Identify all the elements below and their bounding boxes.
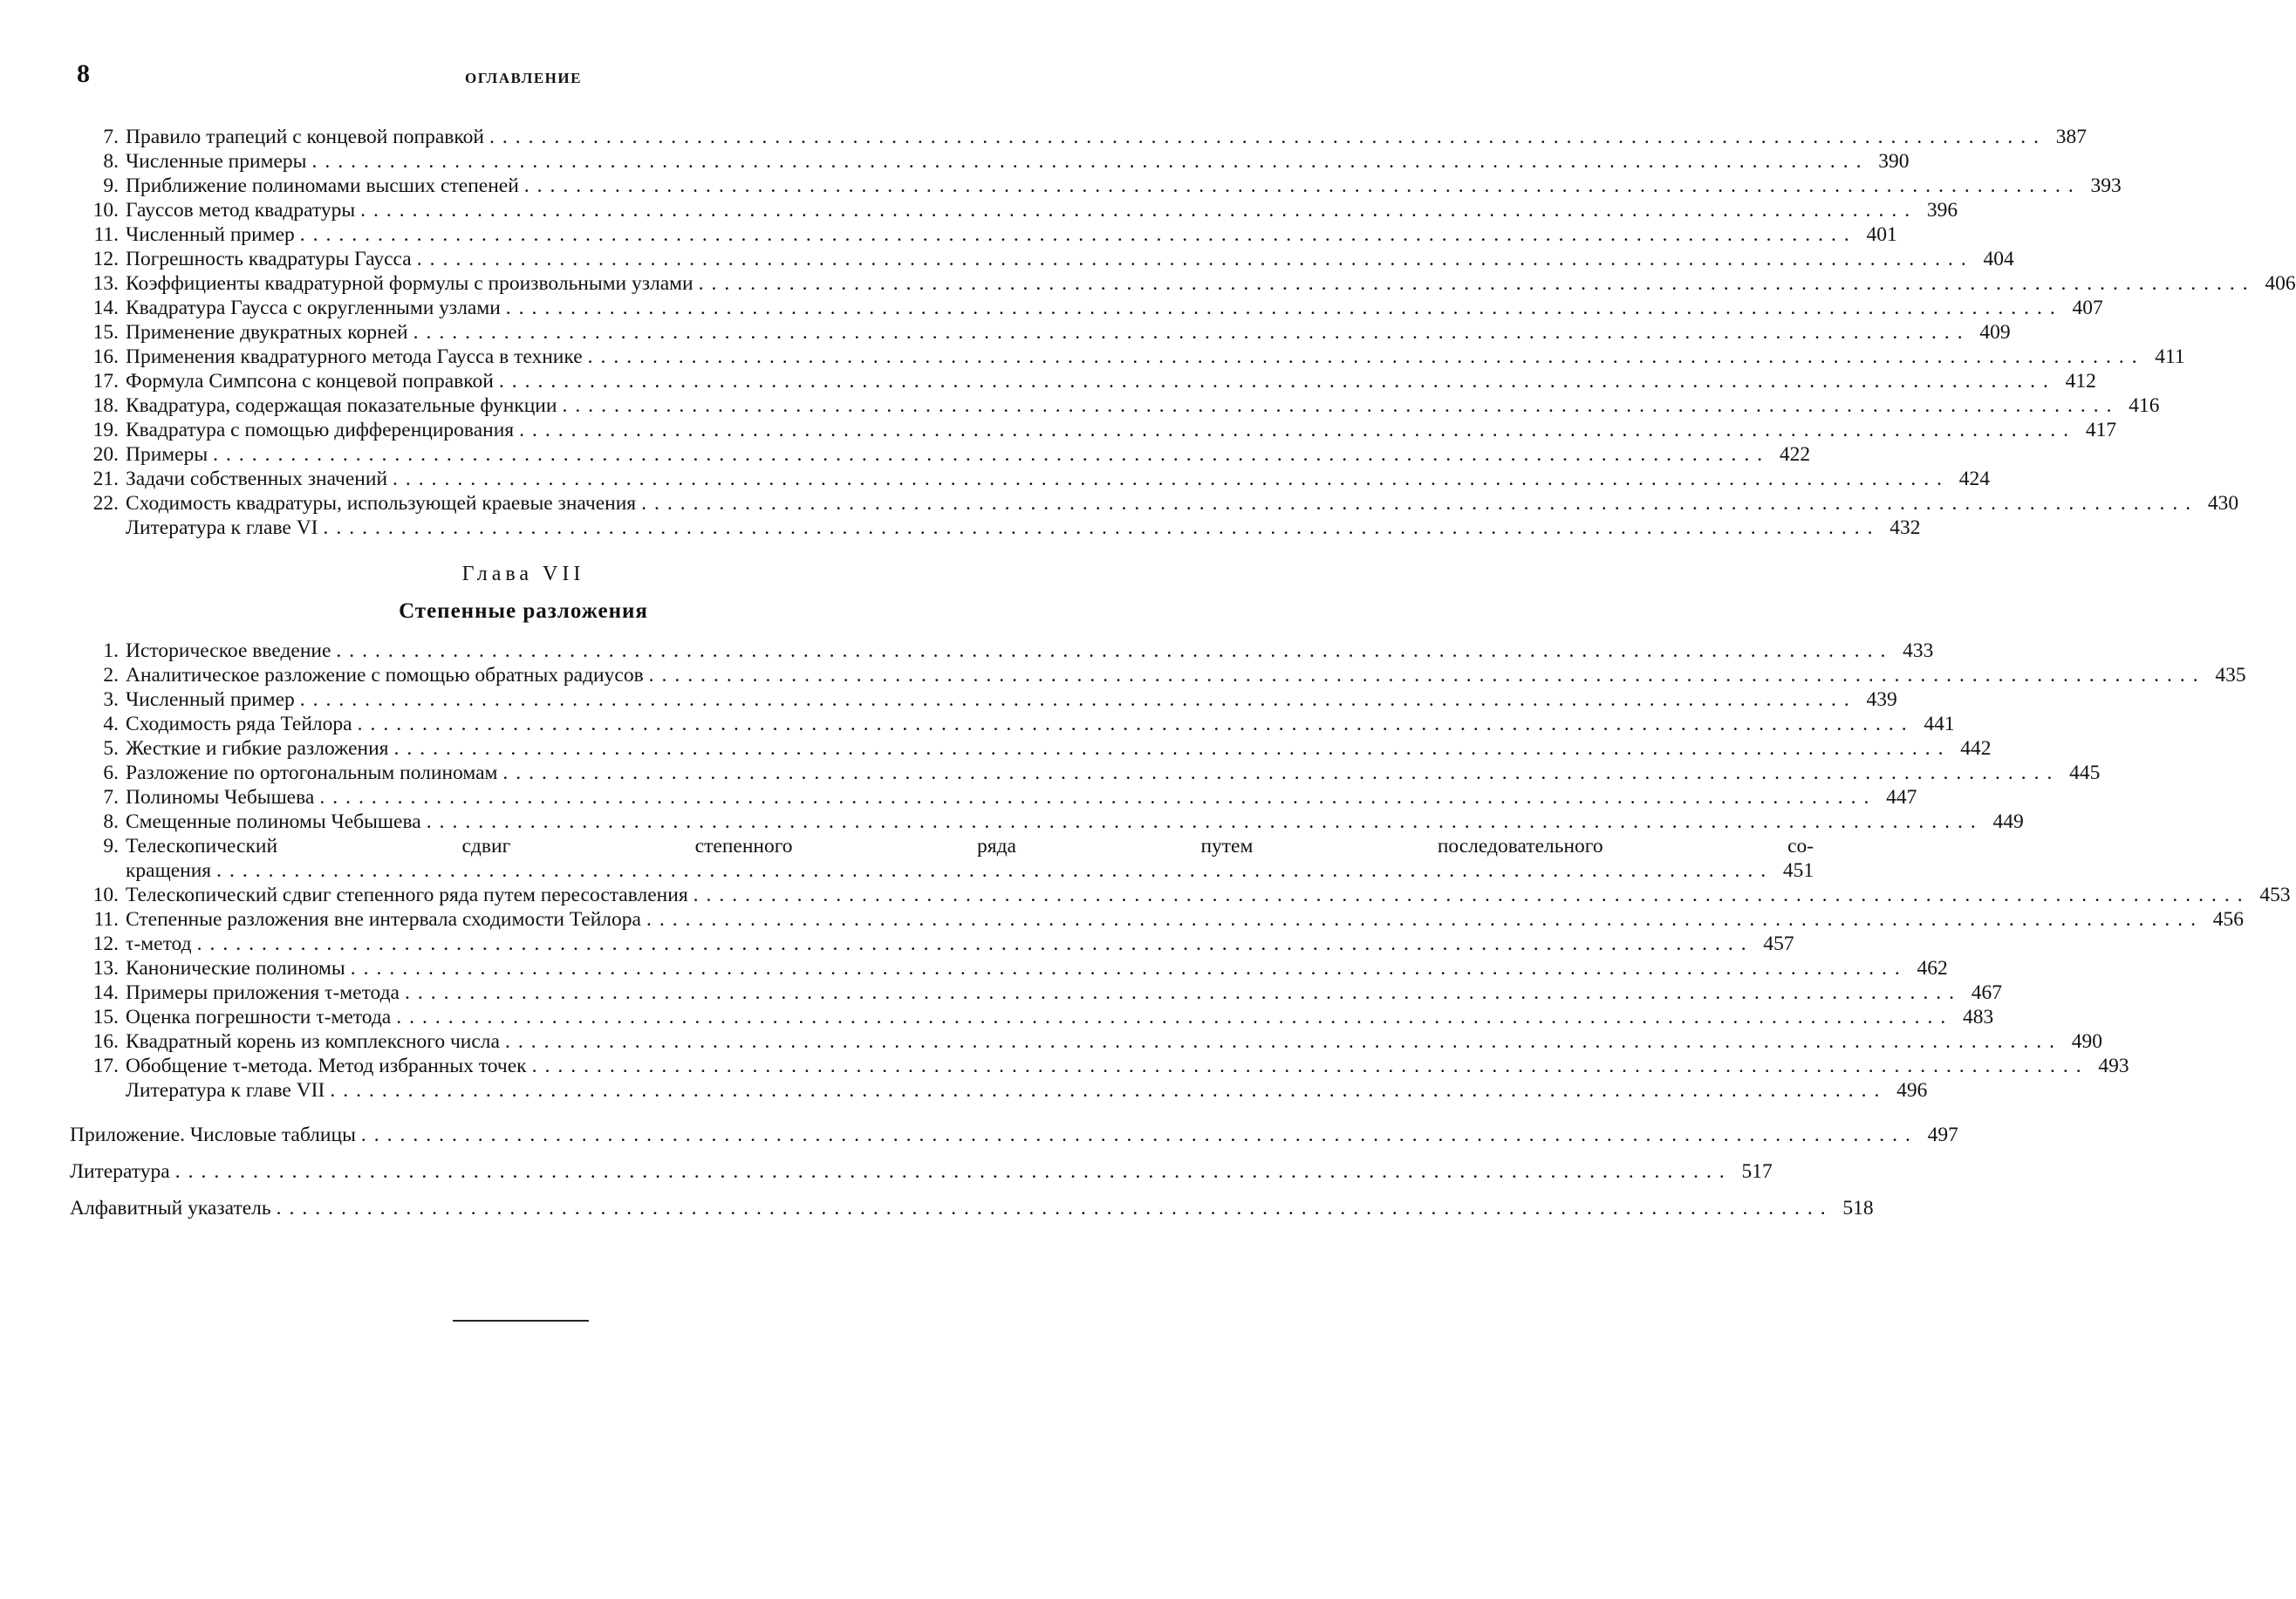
toc-entry-number: 7. [103,126,119,148]
leader-dots: ........................................................................................................................ [311,150,1869,173]
leader-dots: ........................................................................................................................ [336,639,1894,662]
toc-entry-title-continued: кращения [126,859,212,882]
toc-entry-number: 13. [92,957,119,980]
toc-entry [70,296,2103,320]
leader-dots: ........................................................................................................................ [693,884,2251,906]
toc-chapter-6 [70,125,2296,540]
leader-dots: ........................................................................................................................ [357,713,1915,735]
toc-entry-title: Аналитическое разложение с помощью обратных радиусов [126,664,644,687]
toc-entry [70,271,2296,296]
toc-entry-page: 462 [1917,957,1948,980]
toc-entry-title: Смещенные полиномы Чебышева [126,810,421,833]
running-head: ОГЛАВЛЕНИЕ [465,70,582,86]
leader-dots: ........................................................................................................................ [646,908,2204,931]
toc-entry-title: Примеры [126,443,208,466]
leader-dots: ........................................................................................................................ [698,272,2256,295]
leader-dots: ........................................................................................................................ [216,859,1774,882]
toc-entry-title: Задачи собственных значений [126,468,388,490]
toc-entry-page: 396 [1926,199,1958,222]
toc-entry-number: 1. [103,639,119,662]
page-number: 8 [77,59,90,88]
toc-entry-number: 14. [92,981,119,1004]
toc-entry [70,834,1814,883]
toc-entry [70,932,1794,956]
toc-entry-title: Историческое введение [126,639,331,662]
toc-entry-title: Коэффициенты квадратурной формулы с произвольными узлами [126,272,694,295]
leader-dots: ........................................................................................................................ [648,664,2206,687]
toc-entry-page: 409 [1979,321,2011,344]
toc-entry [70,1054,2129,1078]
toc-entry [70,369,2096,393]
toc-entry [70,687,1897,712]
leader-dots: ........................................................................................................................ [641,492,2199,515]
leader-dots: ........................................................................................................................ [523,174,2081,197]
toc-entry [70,810,2024,834]
toc-entry-number: 4. [103,713,119,735]
toc-entry-title: τ-метод [126,933,192,955]
toc-entry-page: 412 [2065,370,2096,393]
toc-entry [70,883,2291,907]
toc-entry-number: 17. [92,370,119,393]
toc-entry-title: Численный пример [126,223,295,246]
leader-dots: ........................................................................................................................ [174,1160,1732,1183]
toc-entry-page: 457 [1763,933,1794,955]
toc-entry-number: 8. [103,810,119,833]
toc-entry-index [70,1196,1874,1233]
chapter-title: Степенные разложения [399,599,648,623]
toc-entry [70,442,1811,467]
toc-entry-number: 20. [92,443,119,466]
leader-dots: ........................................................................................................................ [562,394,2120,417]
leader-dots: ........................................................................................................................ [426,810,1984,833]
toc-entry-page: 456 [2212,908,2244,931]
toc-entry-title: Степенные разложения вне интервала сходимости Тейлора [126,908,641,931]
toc-entry-title: Квадратура, содержащая показательные функции [126,394,557,417]
toc-entry-page: 433 [1903,639,1934,662]
toc-entry-page: 416 [2129,394,2160,417]
toc-entry-number: 16. [92,345,119,368]
toc-entry-number: 11. [93,223,119,246]
toc-entry-number: 7. [103,786,119,809]
toc-chapter-7 [70,639,2291,1103]
toc-entry [70,1005,1994,1029]
toc-entry [70,467,1991,491]
toc-entry-number: 18. [92,394,119,417]
toc-entry-page: 435 [2215,664,2246,687]
toc-entry [70,712,1955,736]
toc-entry [70,736,1992,761]
toc-entry-page: 496 [1896,1079,1928,1102]
leader-dots: ........................................................................................................................ [360,199,1918,222]
toc-entry-page: 432 [1889,516,1921,539]
toc-entry-number: 8. [103,150,119,173]
leader-dots: ........................................................................................................................ [393,468,1951,490]
leader-dots: ........................................................................................................................ [502,762,2060,784]
toc-entry [70,907,2244,932]
toc-entry-number: 13. [92,272,119,295]
toc-entry-title: Разложение по ортогональным полиномам [126,762,498,784]
toc-entry-page: 406 [2265,272,2296,295]
toc-entry-title: Применения квадратурного метода Гаусса в технике [126,345,583,368]
toc-entry-number: 3. [103,688,119,711]
toc-entry [70,125,2087,149]
leader-dots: ........................................................................................................................ [498,370,2056,393]
toc-entry-page: 449 [1992,810,2024,833]
toc-entry-literature-ch7 [70,1078,1928,1103]
toc-entry [70,393,2160,418]
leader-dots: ........................................................................................................................ [393,737,1951,760]
leader-dots: ........................................................................................................................ [504,1030,2062,1053]
toc-entry [70,174,2122,198]
toc-entry-number: 10. [92,199,119,222]
toc-entry-appendix [70,1123,1958,1159]
toc-entry-title: Полиномы Чебышева [126,786,315,809]
leader-dots: ........................................................................................................................ [531,1055,2089,1077]
toc-entry-number: 19. [92,419,119,441]
toc-entry-title: Квадратура Гаусса с округленными узлами [126,297,501,319]
toc-entry-page: 493 [2098,1055,2129,1077]
toc-entry-number: 14. [92,297,119,319]
toc-entry-title: Применение двукратных корней [126,321,408,344]
toc-entry-page: 518 [1842,1197,1874,1220]
leader-dots: ........................................................................................................................ [213,443,1771,466]
leader-dots: ........................................................................................................................ [196,933,1754,955]
toc-entry-page: 424 [1958,468,1991,490]
toc-entry-number: 12. [92,933,119,955]
toc-entry-number: 21. [92,468,119,490]
toc-entry-number: 15. [92,321,119,344]
toc-entry-page: 439 [1866,688,1897,711]
toc-entry-title: Численные примеры [126,150,307,173]
toc-entry-title: Гауссов метод квадратуры [126,199,356,222]
leader-dots: ........................................................................................................................ [276,1197,1834,1220]
toc-entry-page: 401 [1866,223,1897,246]
toc-entry [70,418,2117,442]
toc-entry [70,247,2014,271]
leader-dots: ........................................................................................................................ [505,297,2063,319]
toc-entry-page: 430 [2207,492,2239,515]
toc-entry-number: 5. [103,737,119,760]
toc-entry [70,491,2239,516]
toc-entry-number: 15. [92,1006,119,1028]
toc-entry-title: Погрешность квадратуры Гаусса [126,248,412,270]
toc-entry-title: Литература к главе VII [126,1079,325,1102]
toc-entry-page: 441 [1924,713,1955,735]
toc-entry-page: 393 [2090,174,2122,197]
toc-entry-literature-ch6 [70,516,1921,540]
toc-entry-page: 467 [1971,981,2002,1004]
toc-entry [70,222,1897,247]
toc-entry-page: 442 [1960,737,1992,760]
toc-entry-page: 451 [1782,859,1814,882]
toc-entry-title: Телескопический сдвиг степенного ряда путем пересоставления [126,884,688,906]
toc-entry-title: Сходимость ряда Тейлора [126,713,352,735]
toc-entry-page: 404 [1983,248,2014,270]
toc-entry-number: 10. [92,884,119,906]
toc-entry-title: Канонические полиномы [126,957,345,980]
toc-entry-title: Квадратный корень из комплексного числа [126,1030,500,1053]
toc-entry-bibliography [70,1159,1773,1196]
leader-dots: ........................................................................................................................ [519,419,2077,441]
toc-entry-title: Квадратура с помощью дифференцирования [126,419,515,441]
toc-entry-number: 2. [103,664,119,687]
leader-dots: ........................................................................................................................ [489,126,2047,148]
toc-entry-number: 6. [103,762,119,784]
toc-entry-number: 17. [92,1055,119,1077]
leader-dots: ........................................................................................................................ [587,345,2145,368]
toc-entry-title: Жесткие и гибкие разложения [126,737,389,760]
toc-entry-title: Литература к главе VI [126,516,318,539]
toc-entry [70,345,2185,369]
toc-entry-title: Обобщение τ-метода. Метод избранных точек [126,1055,527,1077]
toc-entry-title: Телескопический сдвиг степенного ряда путем последовательного со- [126,835,1814,858]
toc-entry [70,956,1948,981]
leader-dots: ........................................................................................................................ [319,786,1877,809]
toc-entry-page: 483 [1962,1006,1994,1028]
toc-entry-title: Оценка погрешности τ-метода [126,1006,392,1028]
toc-entry-title: Формула Симпсона с концевой поправкой [126,370,494,393]
toc-entry-title: Приближение полиномами высших степеней [126,174,519,197]
toc-entry-title: Литература [70,1160,170,1183]
toc-entry-number: 16. [92,1030,119,1053]
toc-entry-title: Алфавитный указатель [70,1197,271,1220]
toc-entry-page: 417 [2085,419,2117,441]
toc-entry-page: 390 [1878,150,1910,173]
toc-entry-page: 422 [1779,443,1811,466]
toc-entry-page: 497 [1927,1124,1958,1146]
leader-dots: ........................................................................................................................ [396,1006,1954,1028]
leader-dots: ........................................................................................................................ [330,1079,1888,1102]
toc-entry [70,761,2101,785]
toc-entry [70,663,2246,687]
toc-entry [70,198,1958,222]
toc-entry-title: Численный пример [126,688,295,711]
toc-entry [70,785,1917,810]
toc-entry-number: 22. [92,492,119,515]
toc-entry-title: Приложение. Числовые таблицы [70,1124,356,1146]
toc-entry-number: 11. [93,908,119,931]
toc-entry-title: Сходимость квадратуры, использующей краевые значения [126,492,637,515]
toc-entry [70,1029,2102,1054]
toc-back-matter [70,1123,1958,1233]
leader-dots: ........................................................................................................................ [360,1124,1918,1146]
toc-entry-number: 9. [103,835,119,858]
toc-entry-title: Правило трапеций с концевой поправкой [126,126,484,148]
toc-entry [70,320,2011,345]
toc-entry-page: 445 [2069,762,2101,784]
leader-dots: ........................................................................................................................ [405,981,1962,1004]
leader-dots: ........................................................................................................................ [323,516,1881,539]
toc-entry-page: 411 [2155,345,2185,368]
toc-entry-page: 407 [2072,297,2103,319]
toc-entry-title: Примеры приложения τ-метода [126,981,400,1004]
toc-entry [70,639,1934,663]
leader-dots: ........................................................................................................................ [413,321,1971,344]
leader-dots: ........................................................................................................................ [299,223,1857,246]
toc-entry-page: 490 [2071,1030,2102,1053]
leader-dots: ........................................................................................................................ [416,248,1974,270]
toc-entry-page: 517 [1741,1160,1773,1183]
end-rule [453,1320,589,1322]
toc-entry-page: 453 [2259,884,2291,906]
toc-entry-number: 9. [103,174,119,197]
toc-entry [70,981,2002,1005]
toc-entry-page: 387 [2055,126,2087,148]
chapter-label: Глава VII [461,563,585,585]
toc-entry-number: 12. [92,248,119,270]
leader-dots: ........................................................................................................................ [299,688,1857,711]
leader-dots: ........................................................................................................................ [350,957,1908,980]
toc-entry [70,149,1910,174]
toc-entry-page: 447 [1886,786,1917,809]
